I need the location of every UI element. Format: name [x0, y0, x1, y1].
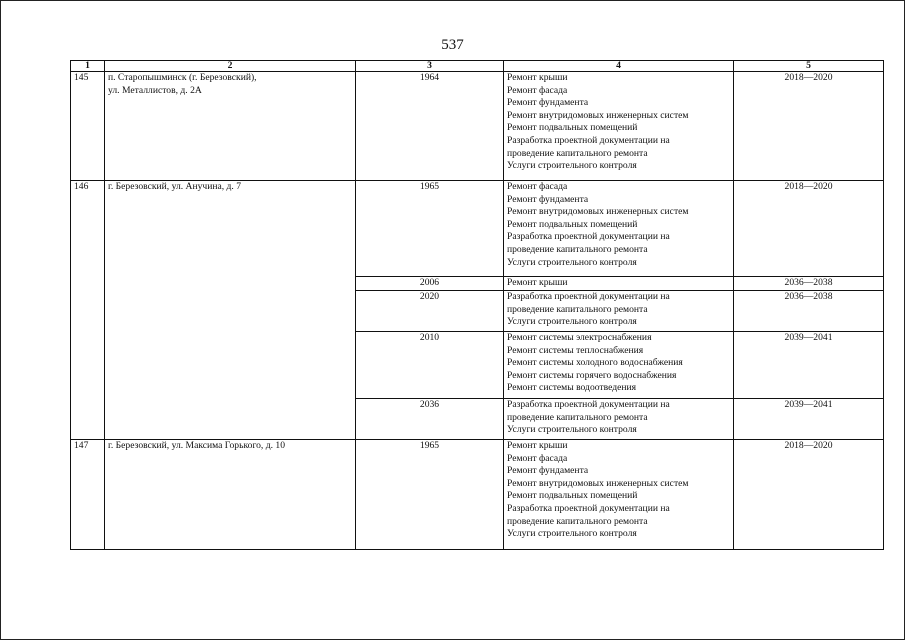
works-cell	[504, 277, 734, 291]
works-cell	[504, 291, 734, 332]
work-item: Разработка проектной документации на	[507, 134, 670, 146]
address-line: ул. Металлистов, д. 2А	[108, 84, 202, 96]
year-cell: 2010	[356, 332, 504, 399]
period-cell: 2018—2020	[734, 440, 884, 550]
work-item: Ремонт внутридомовых инженерных систем	[507, 109, 689, 121]
repair-schedule-table	[70, 60, 884, 550]
year-cell: 1965	[356, 181, 504, 277]
work-item: Ремонт крыши	[507, 277, 568, 288]
work-item: Ремонт крыши	[507, 72, 568, 83]
table-row	[71, 72, 884, 181]
work-item: Ремонт крыши	[507, 440, 568, 451]
work-item: Услуги строительного контроля	[507, 316, 637, 328]
work-item: Услуги строительного контроля	[507, 256, 637, 268]
work-item: Ремонт подвальных помещений	[507, 490, 638, 502]
work-item: проведение капитального ремонта	[507, 411, 648, 423]
work-item: Ремонт подвальных помещений	[507, 122, 638, 134]
address-cell	[105, 72, 356, 181]
row-number: 145	[71, 72, 105, 181]
year-cell: 2020	[356, 291, 504, 332]
work-item: Разработка проектной документации на	[507, 502, 670, 514]
header-col-5: 5	[734, 61, 884, 72]
work-item: Ремонт системы водоотведения	[507, 382, 637, 394]
work-item: Ремонт системы холодного водоснабжения	[507, 357, 683, 369]
period-cell: 2039—2041	[734, 399, 884, 440]
work-item: Разработка проектной документации на	[507, 291, 670, 302]
period-cell: 2018—2020	[734, 181, 884, 277]
header-col-1: 1	[71, 61, 105, 72]
address-line: г. Березовский, ул. Анучина, д. 7	[108, 181, 242, 192]
row-number: 147	[71, 440, 105, 550]
work-item: Услуги строительного контроля	[507, 160, 637, 172]
works-cell	[504, 181, 734, 277]
header-col-4: 4	[504, 61, 734, 72]
address-cell	[105, 440, 356, 550]
period-cell: 2039—2041	[734, 332, 884, 399]
works-cell	[504, 332, 734, 399]
header-row	[71, 61, 884, 72]
address-line: п. Старопышминск (г. Березовский),	[108, 72, 257, 83]
work-item: Ремонт фасада	[507, 181, 568, 192]
work-item: Разработка проектной документации на	[507, 231, 670, 243]
period-cell: 2018—2020	[734, 72, 884, 181]
page-number: 537	[441, 37, 464, 53]
work-item: Ремонт системы теплоснабжения	[507, 344, 644, 356]
table-row	[71, 181, 884, 277]
work-item: проведение капитального ремонта	[507, 147, 648, 159]
header-col-2: 2	[105, 61, 356, 72]
year-cell: 1965	[356, 440, 504, 550]
period-cell: 2036—2038	[734, 277, 884, 291]
work-item: Ремонт фасада	[507, 84, 568, 96]
work-item: проведение капитального ремонта	[507, 303, 648, 315]
work-item: Услуги строительного контроля	[507, 528, 637, 540]
work-item: Ремонт фундамента	[507, 193, 589, 205]
work-item: Ремонт фундамента	[507, 97, 589, 109]
work-item: Ремонт системы горячего водоснабжения	[507, 369, 677, 381]
work-item: Услуги строительного контроля	[507, 424, 637, 436]
header-col-3: 3	[356, 61, 504, 72]
work-item: Ремонт системы электроснабжения	[507, 332, 652, 343]
work-item: проведение капитального ремонта	[507, 515, 648, 527]
work-item: проведение капитального ремонта	[507, 243, 648, 255]
works-cell	[504, 399, 734, 440]
row-number: 146	[71, 181, 105, 440]
work-item: Разработка проектной документации на	[507, 399, 670, 410]
address-line: г. Березовский, ул. Максима Горького, д. 10	[108, 440, 286, 451]
year-cell: 2036	[356, 399, 504, 440]
work-item: Ремонт внутридомовых инженерных систем	[507, 477, 689, 489]
period-cell: 2036—2038	[734, 291, 884, 332]
work-item: Ремонт фундамента	[507, 465, 589, 477]
address-cell	[105, 181, 356, 440]
work-item: Ремонт внутридомовых инженерных систем	[507, 206, 689, 218]
year-cell: 1964	[356, 72, 504, 181]
table-row	[71, 440, 884, 550]
works-cell	[504, 72, 734, 181]
works-cell	[504, 440, 734, 550]
work-item: Ремонт фасада	[507, 452, 568, 464]
work-item: Ремонт подвальных помещений	[507, 218, 638, 230]
year-cell: 2006	[356, 277, 504, 291]
